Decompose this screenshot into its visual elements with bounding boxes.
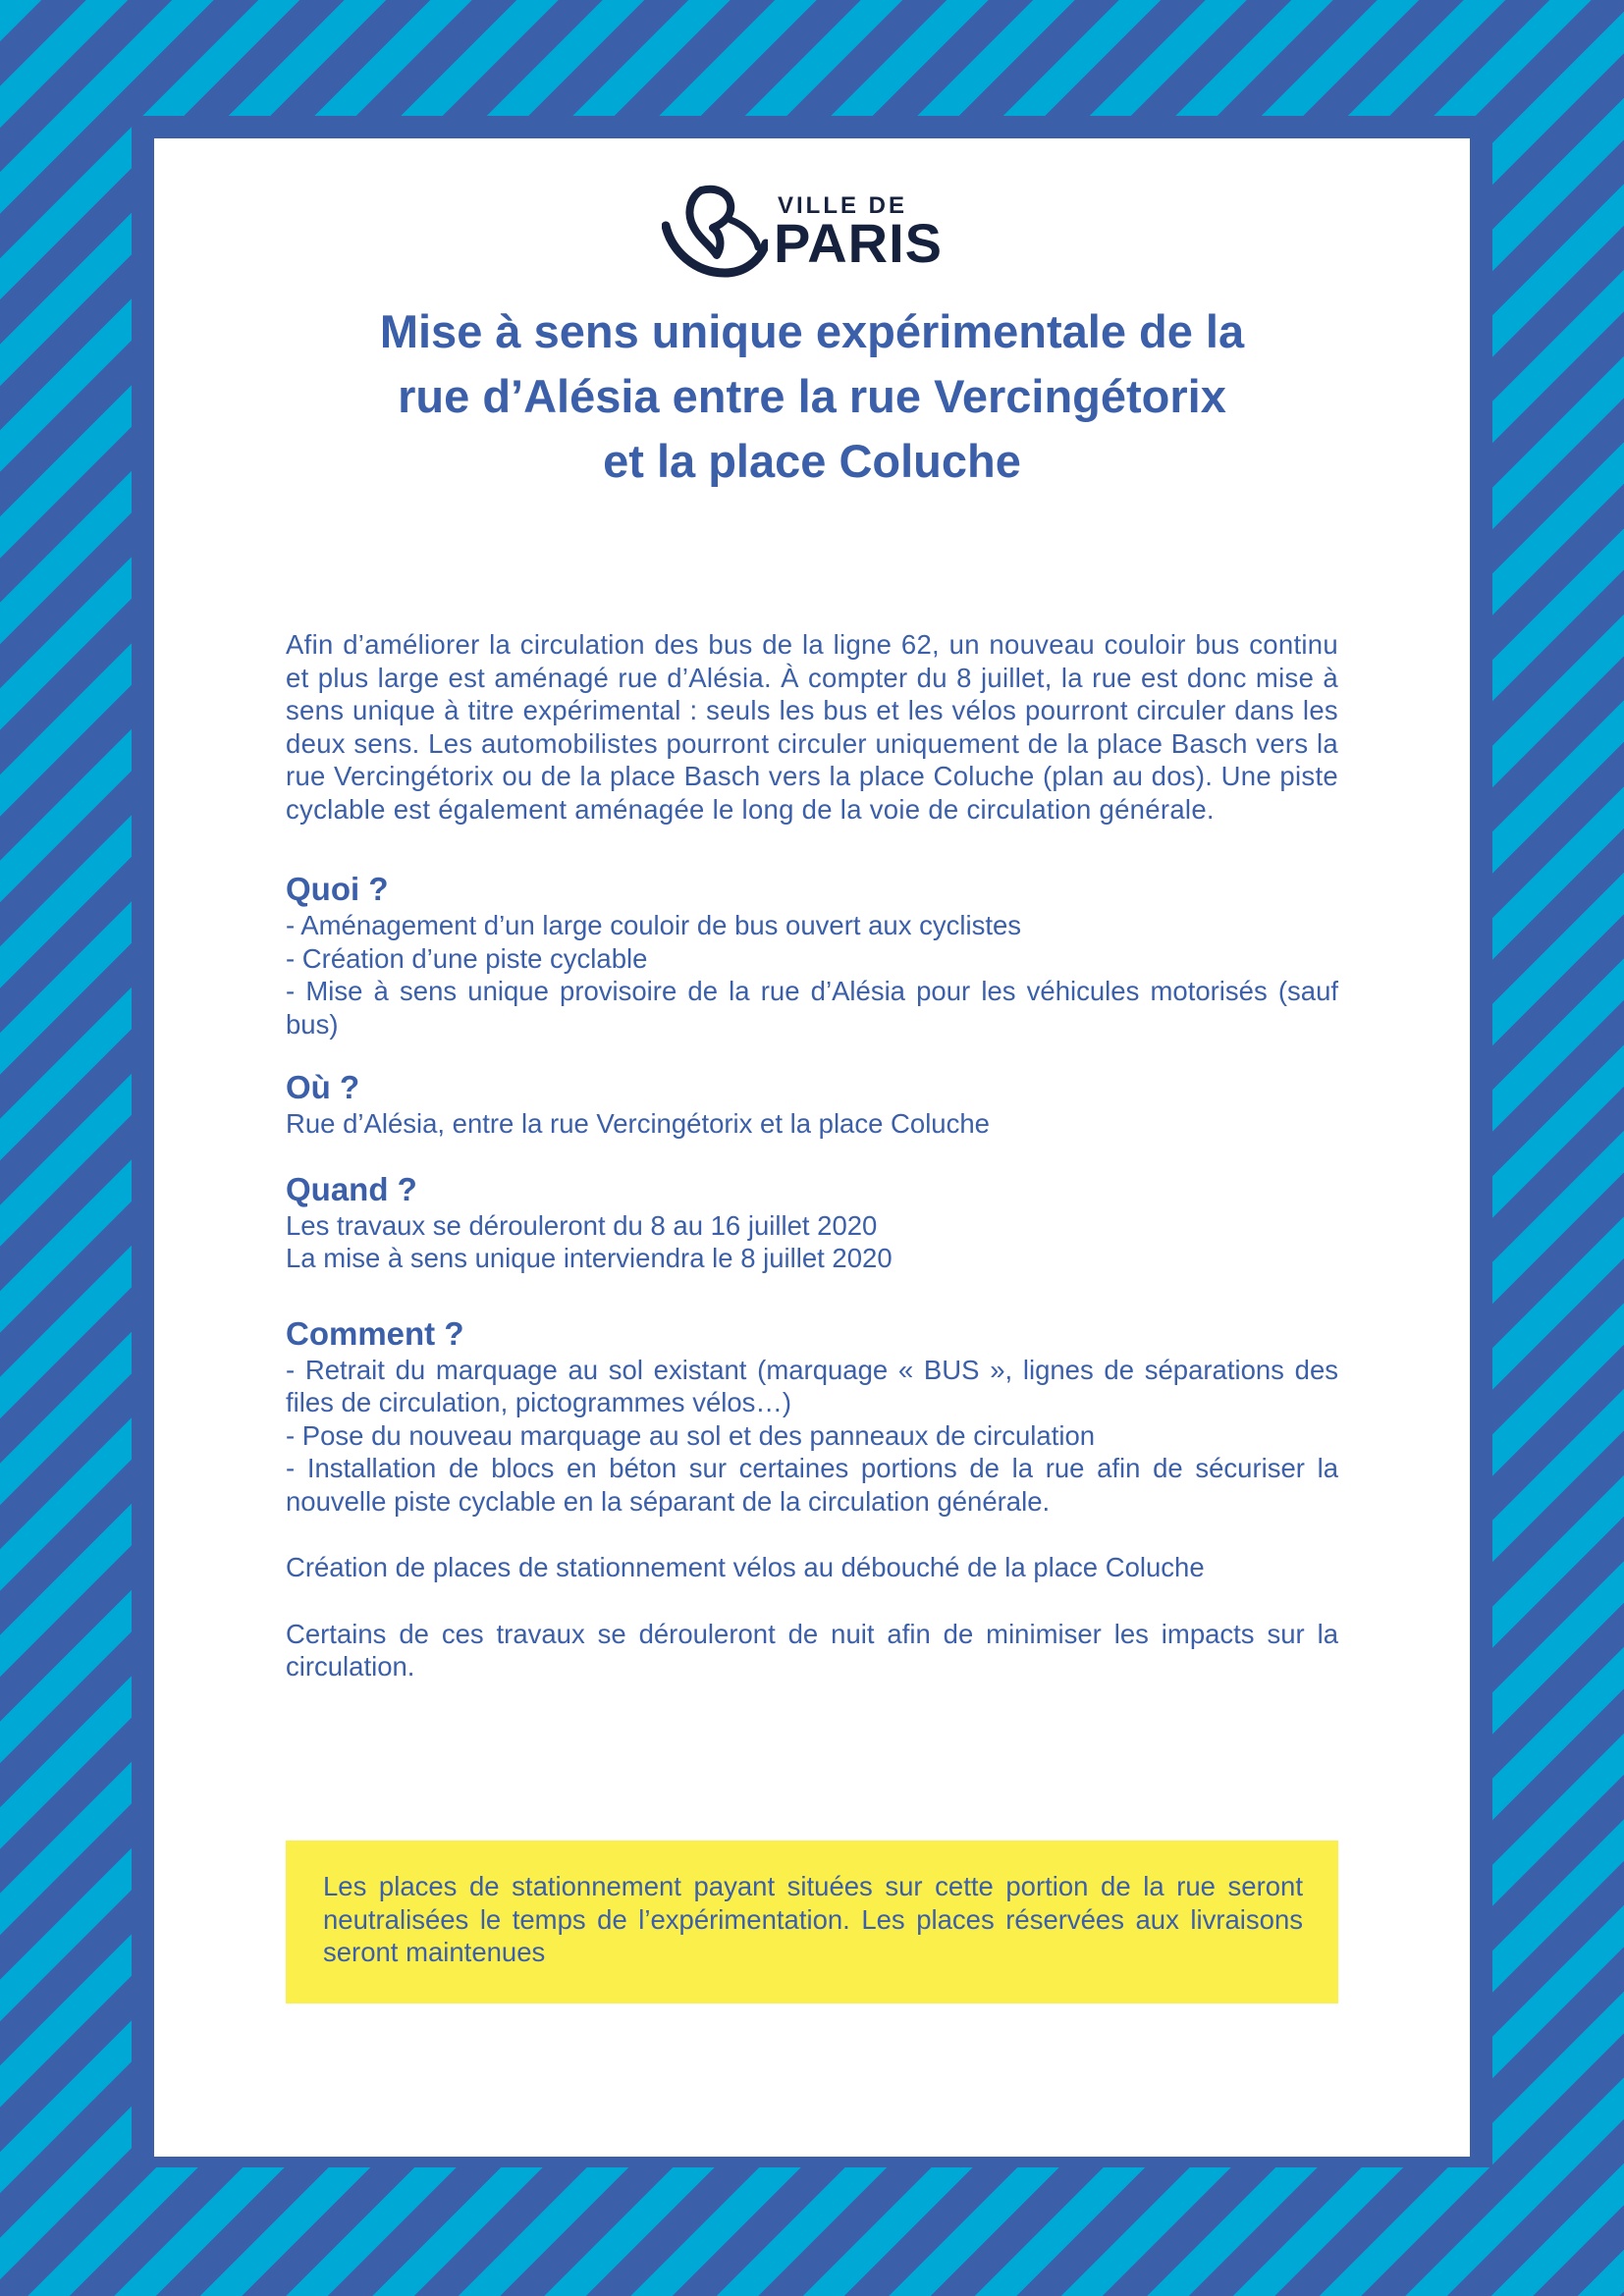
intro-paragraph: Afin d’améliorer la circulation des bus de la ligne 62, un nouveau couloir bus continu et plus large est aménagé rue d’Alésia. À compter du 8 juillet, la rue est donc mise à sens unique à titre expérimental : seuls les bus et les vélos pourront circuler dans les deux sens. Les automobilistes pourront circuler uniquement de la place Basch vers la rue Vercingétorix ou de la place Basch vers la place Coluche (plan au dos). Une piste cyclable est également aménagée le long de la voie de circulation générale.: [286, 629, 1338, 825]
comment-item: - Retrait du marquage au sol existant (marquage « BUS », lignes de séparations des files de circulation, pictogrammes vélos…): [286, 1354, 1338, 1417]
ou-text: Rue d’Alésia, entre la rue Vercingétorix et la place Coluche: [286, 1108, 990, 1139]
quoi-item: - Création d’une piste cyclable: [286, 942, 648, 974]
ou-heading: Où ?: [286, 1069, 360, 1105]
comment-paragraph: Création de places de stationnement vélos au débouché de la place Coluche: [286, 1552, 1205, 1582]
comment-item: - Installation de blocs en béton sur certaines portions de la rue afin de sécuriser la nouvelle piste cyclable en la séparant de la circulation générale.: [286, 1453, 1338, 1517]
comment-heading: Comment ?: [286, 1314, 464, 1352]
quand-heading: Quand ?: [286, 1170, 417, 1207]
logo-ville-de: VILLE DE: [778, 192, 908, 219]
title-line: et la place Coluche: [603, 435, 1021, 487]
quand-line: La mise à sens unique interviendra le 8 juillet 2020: [286, 1243, 893, 1273]
comment-paragraph: Certains de ces travaux se dérouleront de nuit afin de minimiser les impacts sur la circulation.: [286, 1618, 1338, 1682]
quoi-item: - Aménagement d’un large couloir de bus ouvert aux cyclistes: [286, 910, 1022, 940]
comment-item: - Pose du nouveau marquage au sol et des panneaux de circulation: [286, 1419, 1096, 1451]
page-title: [226, 299, 1398, 494]
parking-notice-text: Les places de stationnement payant situées sur cette portion de la rue seront neutralisées le temps de l’expérimentation. Les places réservées aux livraisons seront maintenues: [323, 1871, 1303, 1967]
logo-paris: PARIS: [774, 212, 943, 274]
main-content: [286, 628, 1338, 1683]
ville-de-paris-logo: [662, 183, 966, 281]
parking-notice-box: [286, 1841, 1338, 2003]
quoi-item: - Mise à sens unique provisoire de la rue d’Alésia pour les véhicules motorisés (sauf bus): [286, 976, 1338, 1040]
paris-ship-logo-icon: [662, 183, 768, 281]
quoi-heading: Quoi ?: [286, 871, 389, 907]
title-line: Mise à sens unique expérimentale de la: [379, 305, 1245, 357]
title-line: rue d’Alésia entre la rue Vercingétorix: [398, 370, 1226, 422]
quand-line: Les travaux se dérouleront du 8 au 16 juillet 2020: [286, 1209, 878, 1241]
